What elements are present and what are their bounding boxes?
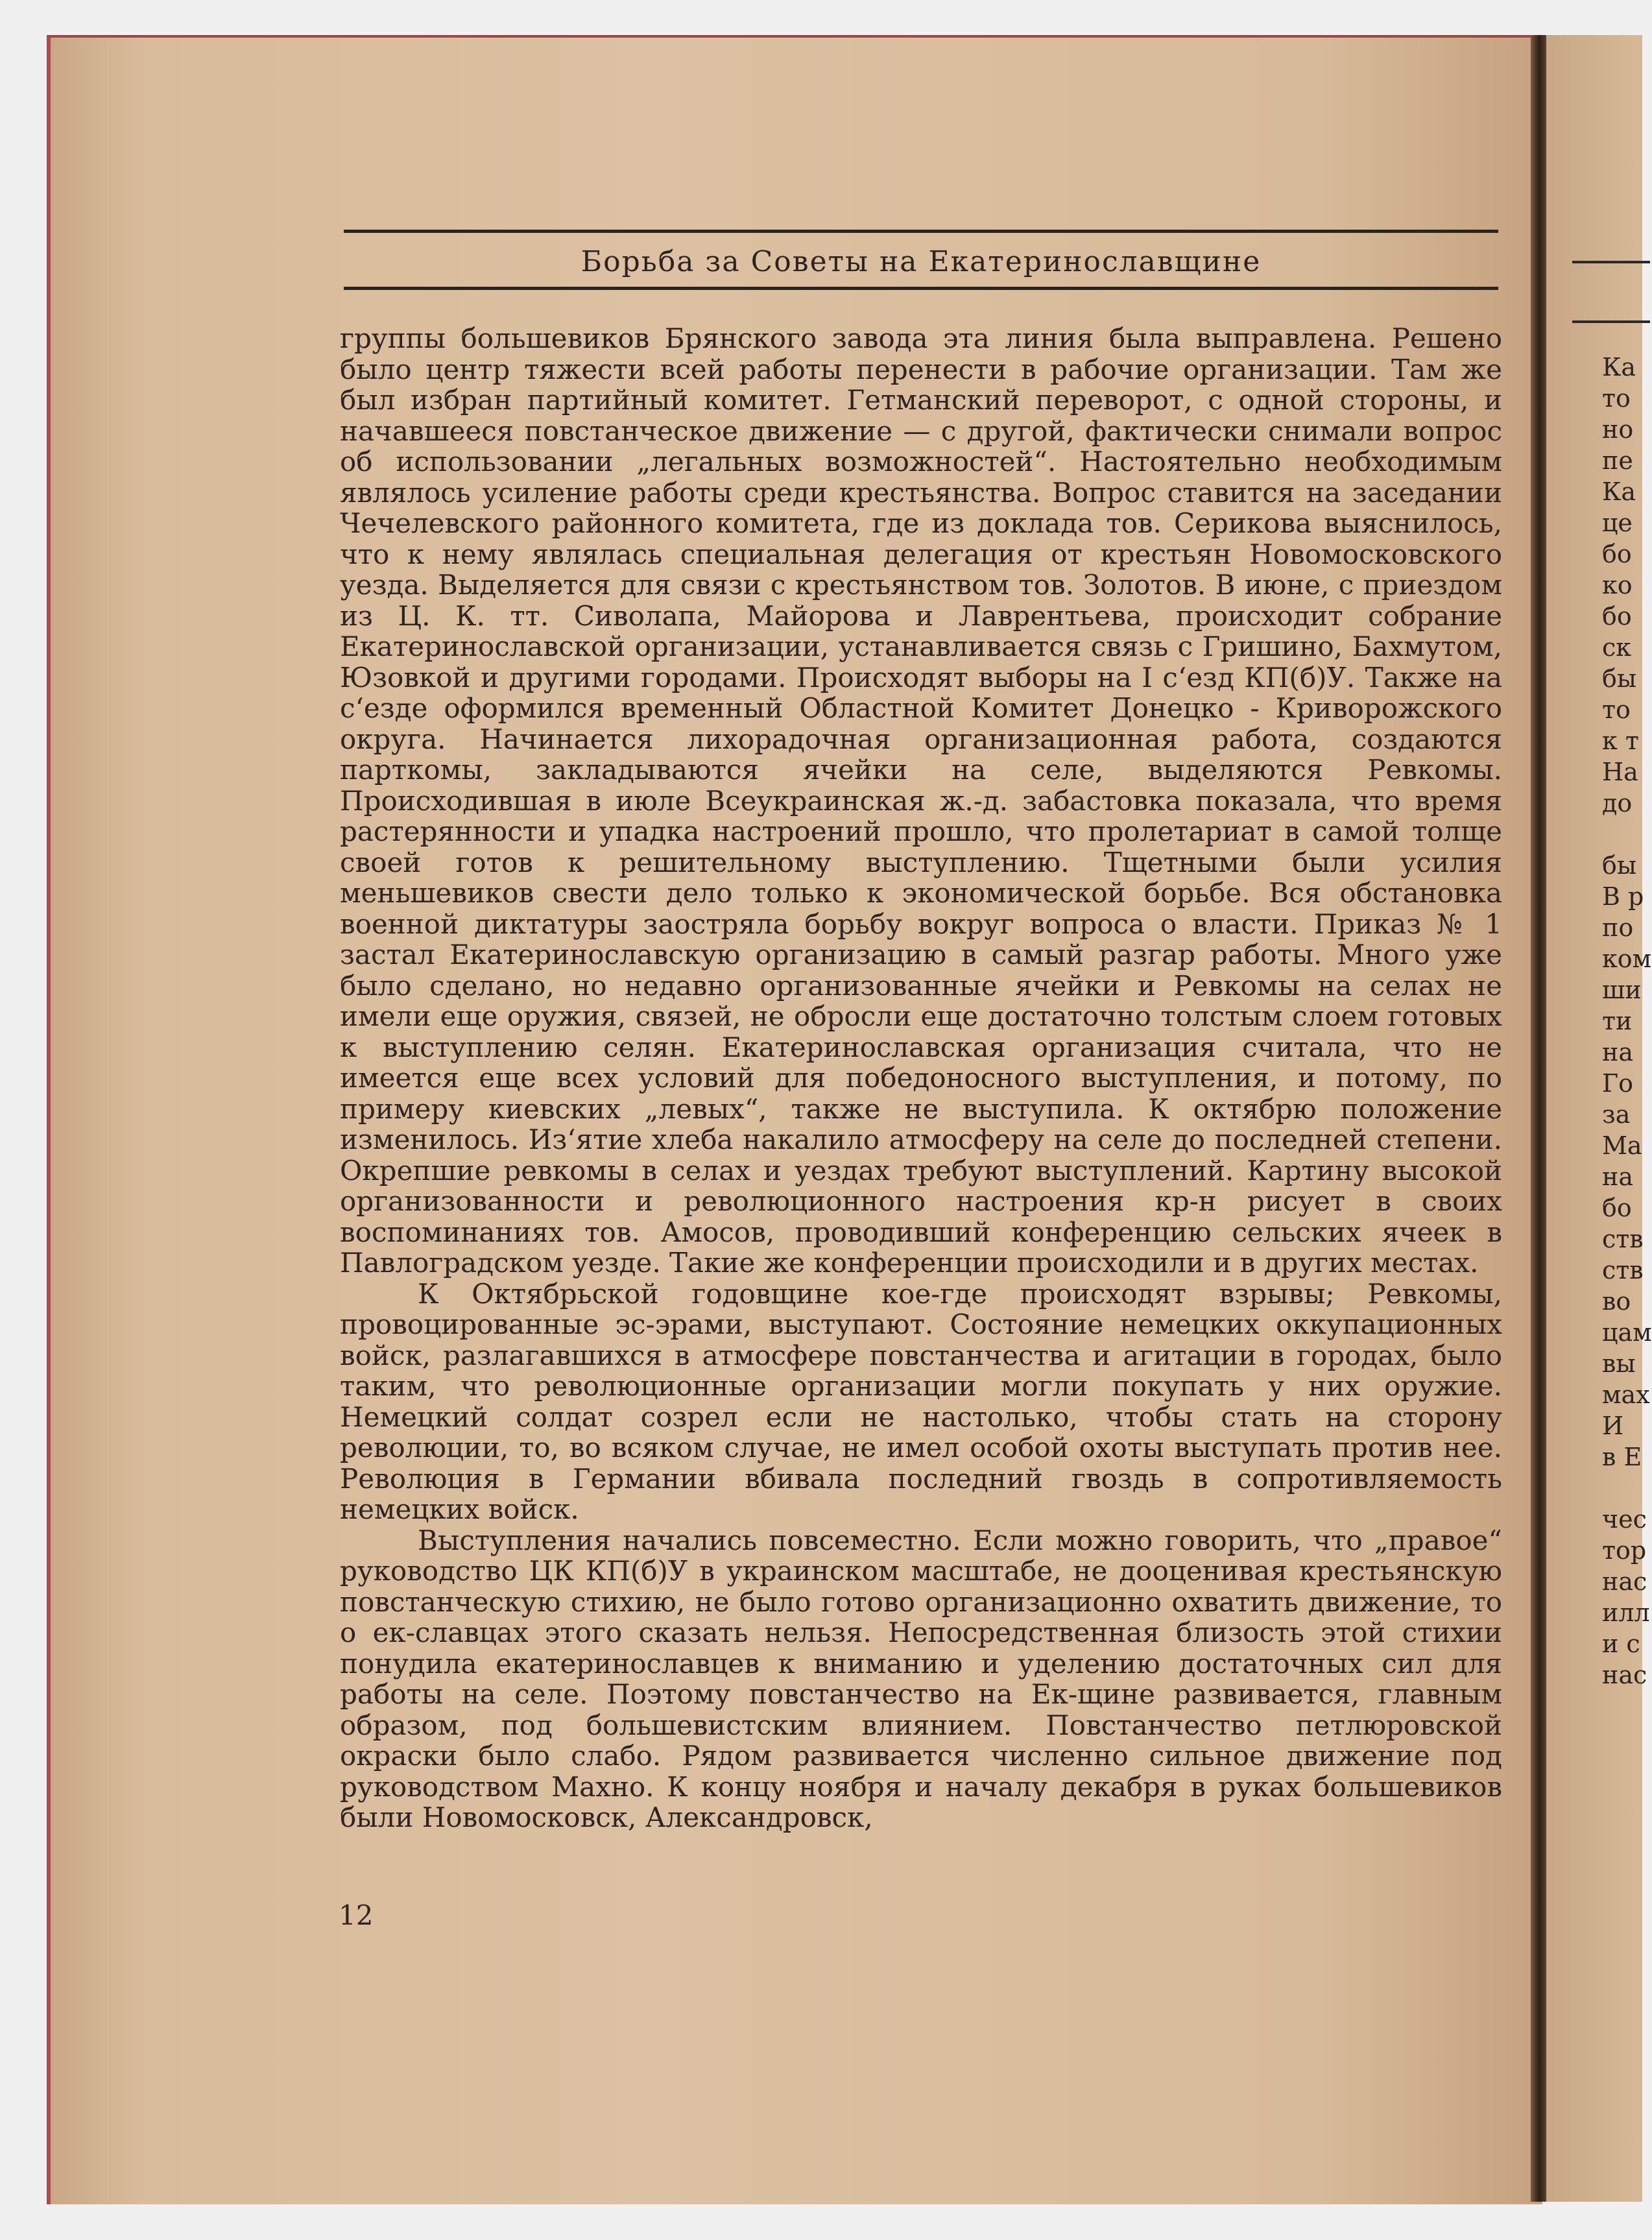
next-page-edge: [1546, 35, 1652, 2202]
next-page-rule-top: [1572, 261, 1650, 263]
running-head: Борьба за Советы на Екатеринославщине: [581, 245, 1262, 278]
next-page-rule-bottom: [1572, 320, 1650, 323]
paragraph-1: группы большевиков Брянского завода эта линия была выправлена. Решено было центр тяжести всей работы перенести в рабочие организации. Там же был избран партийный комитет. Гетманский переворот, с одной стороны, и начавшееся повстанческое движение — с другой, фактически снимали вопрос об использовании „легальных возможностей“. Настоятельно необходимым являлось усиление работы среди крестьянства. Вопрос ставится на заседании Чечелевского районного комитета, где из доклада тов. Серикова выяснилось, что к нему являлась специальная делегация от крестьян Новомосковского уезда. Выделяется для связи с крестьянством тов. Золотов. В июне, с приездом из Ц. К. тт. Сиволапа, Майорова и Лаврентьева, происходит собрание Екатеринославской организации, устанавливается связь с Гришино, Бахмутом, Юзовкой и другими городами. Происходят выборы на I с‘езд КП(б)У. Также на с‘езде оформился временный Областной Комитет Донецко - Криворожского округа. Начинается лихорадочная организационная работа, создаются парткомы, закладываются ячейки на селе, выделяются Ревкомы. Происходившая в июле Всеукраинская ж.-д. забастовка показала, что время растерянности и упадка настроений прошло, что пролетариат в самой толще своей готов к решительному выступлению. Тщетными были усилия меньшевиков свести дело только к экономической борьбе. Вся обстановка военной диктатуры заостряла борьбу вокруг вопроса о власти. Приказ № 1 застал Екатеринославскую организацию в самый разгар работы. Много уже было сделано, но недавно организованные ячейки и Ревкомы на селах не имели еще оружия, связей, не обросли еще достаточно толстым слоем готовых к выступлению селян. Екатеринославская организация считала, что не имеется еще всех условий для победоносного выступления, и потому, по примеру киевских „левых“, также не выступила. К октябрю положение изменилось. Из‘ятие хлеба накалило атмосферу на селе до последней степени. Окрепшие ревкомы в селах и уездах требуют выступлений. Картину высокой организованности и революционного настроения кр-н рисует в своих воспоминаниях тов. Амосов, проводивший конференцию сельских ячеек в Павлоградском уезде. Такие же конференции происходили и в других местах.: [340, 322, 1502, 1279]
paragraph-2: К Октябрьской годовщине кое-где происходят взрывы; Ревкомы, провоцированные эс-эрами, выступают. Состояние немецких оккупационных войск, разлагавшихся в атмосфере повстанчества и агитации в городах, было таким, что революционные организации могли покупать у них оружие. Немецкий солдат созрел если не настолько, чтобы стать на сторону революции, то, во всяком случае, не имел особой охоты выступать против нее. Революция в Германии вбивала последний гвоздь в сопротивляемость немецких войск.: [340, 1277, 1502, 1525]
next-page-fragment: Ка то но пе Ка це бо ко бо ск бы то к т На до бы В р по ком ши ти на Го за Ма на бо ств ств во цам вы мах И в Е чес тор нас илл и с нас: [1602, 353, 1652, 1689]
book-gutter: [1531, 35, 1546, 2202]
page-number: 12: [339, 1899, 374, 1931]
body-text: [340, 323, 1502, 1833]
header-rule-bottom: [344, 287, 1498, 290]
paragraph-3: Выступления начались повсеместно. Если можно говорить, что „правое“ руководство ЦК КП(б)У в украинском масштабе, не дооценивая крестьянскую повстанческую стихию, не было готово организационно охватить движение, то о ек-славцах этого сказать нельзя. Непосредственная близость этой стихии понудила екатеринославцев к вниманию и уделению достаточных сил для работы на селе. Поэтому повстанчество на Ек-щине развивается, главным образом, под большевистским влиянием. Повстанчество петлюровской окраски было слабо. Рядом развивается численно сильное движение под руководством Махно. К концу ноября и началу декабря в руках большевиков были Новомосковск, Александровск,: [340, 1524, 1502, 1833]
header-rule-top: [344, 230, 1498, 233]
